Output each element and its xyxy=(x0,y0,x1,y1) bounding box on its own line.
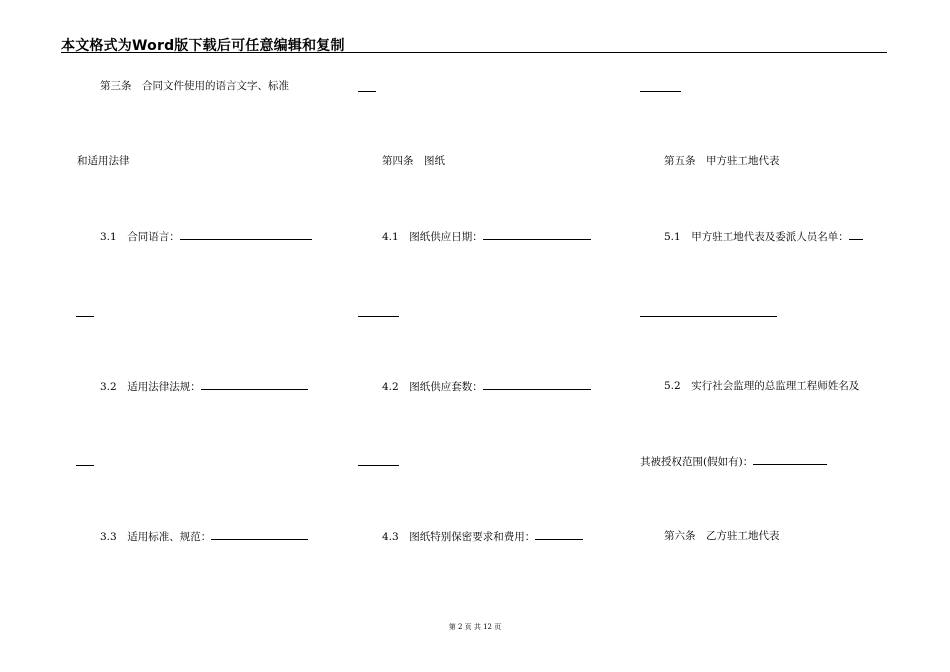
article-3-blank-end xyxy=(640,91,681,92)
item-4-3-label: 4.3 图纸特别保密要求和费用： xyxy=(382,531,536,543)
item-5-2-blank xyxy=(753,455,827,465)
item-5-2-continued-label: 其被授权范围(假如有)： xyxy=(640,456,754,468)
item-4-1 xyxy=(382,230,591,243)
item-3-3-blank xyxy=(211,530,308,540)
article-3-title: 第三条 合同文件使用的语言文字、标准 xyxy=(100,80,289,92)
page-header xyxy=(61,34,887,53)
item-3-2 xyxy=(100,380,308,393)
item-4-2-blank xyxy=(483,380,591,390)
item-5-2-continued xyxy=(640,455,827,468)
item-5-1-blank xyxy=(849,230,863,240)
item-4-1-blank-continued xyxy=(358,316,399,317)
item-3-2-blank-continued xyxy=(76,465,94,466)
item-5-1-label: 5.1 甲方驻工地代表及委派人员名单： xyxy=(664,231,849,243)
item-3-2-blank xyxy=(201,380,308,390)
article-6-title: 第六条 乙方驻工地代表 xyxy=(664,530,780,542)
item-3-1 xyxy=(100,230,312,243)
item-4-3-blank xyxy=(535,530,583,540)
item-3-1-label: 3.1 合同语言： xyxy=(100,231,180,243)
item-4-1-blank xyxy=(483,230,591,240)
header-title: 本文格式为Word版下载后可任意编辑和复制 xyxy=(61,38,345,54)
article-3-title-continued: 和适用法律 xyxy=(77,155,130,167)
item-5-2: 5.2 实行社会监理的总监理工程师姓名及 xyxy=(664,380,860,392)
item-5-1 xyxy=(664,230,863,243)
item-5-1-blank-continued xyxy=(640,316,777,317)
item-3-2-label: 3.2 适用法律法规： xyxy=(100,381,201,393)
article-3-blank xyxy=(358,91,376,92)
item-3-1-blank-continued xyxy=(76,316,94,317)
article-4-title: 第四条 图纸 xyxy=(382,155,445,167)
page-footer: 第 2 页 共 12 页 xyxy=(448,623,502,631)
item-4-3 xyxy=(382,530,583,543)
item-4-2-label: 4.2 图纸供应套数： xyxy=(382,381,483,393)
item-4-2-blank-continued xyxy=(358,465,399,466)
item-3-1-blank xyxy=(180,230,312,240)
item-3-3 xyxy=(100,530,308,543)
item-4-2 xyxy=(382,380,591,393)
item-4-1-label: 4.1 图纸供应日期： xyxy=(382,231,483,243)
article-5-title: 第五条 甲方驻工地代表 xyxy=(664,155,780,167)
item-3-3-label: 3.3 适用标准、规范： xyxy=(100,531,212,543)
